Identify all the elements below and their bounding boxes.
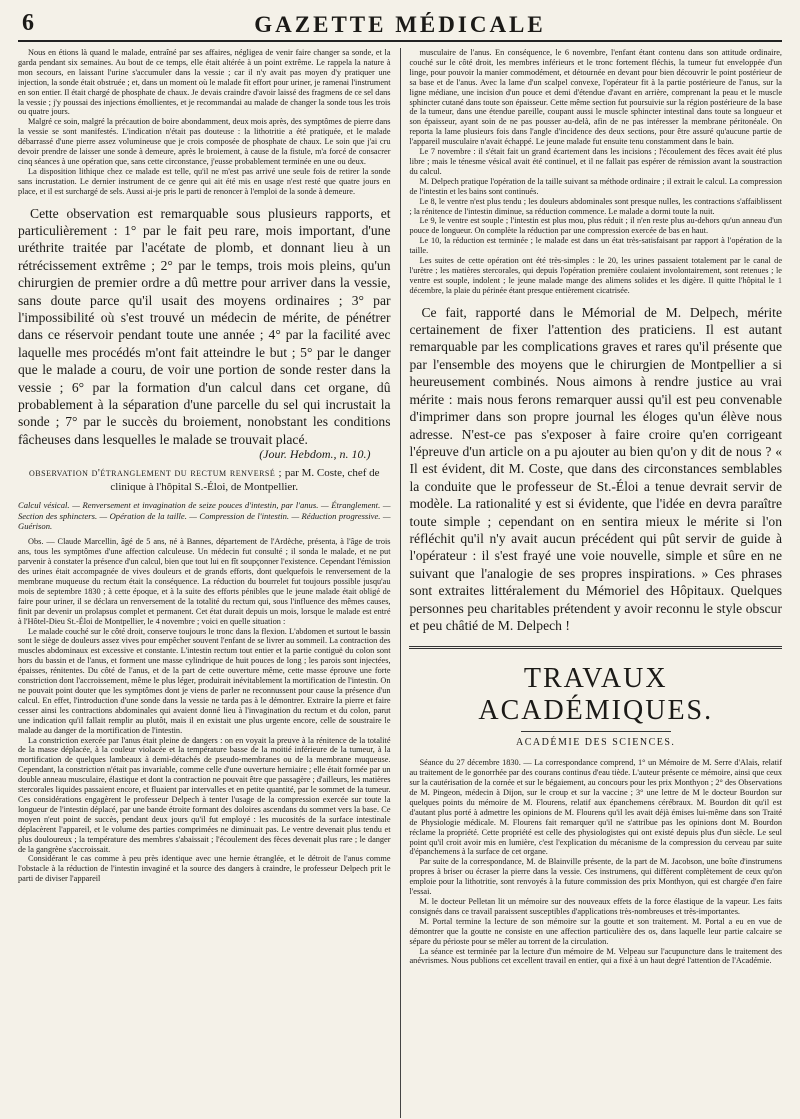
paragraph: Malgré ce soin, malgré la précaution de boire abondamment, deux mois après, des symptômes de pierre dans la vessie se sont manifestés. L'indication n'était pas douteuse : la lithotritie a été pratiquée, et le malade débarrassé d'une pierre assez volumineuse que je crois composée de phosphate de chaux. Le soin que j'ai cru devoir prendre de laisser une sonde à demeure, après le broiement, à cause de la fistule, m'a forcé de consacrer cinq séances à une opération que, sans cette circonstance, j'eusse probablement terminée en une ou deux.	[18, 117, 391, 166]
article-title	[18, 466, 391, 494]
columns	[18, 48, 782, 1118]
section-rule	[409, 646, 782, 649]
paragraph: Le 10, la réduction est terminée ; le malade est dans un état très-satisfaisant par rapport à l'opération de la taille.	[409, 236, 782, 256]
paragraph: Cette observation est remarquable sous plusieurs rapports, et particulièrement : 1° par le fait peu rare, mois important, d'une uréthrite traitée par l'acétate de plomb, et donnant lieu à un rétrécissement extrême ; 2° par le temps, trois mois pleins, qu'un chirurgien de premier ordre a dû mettre pour arriver dans la vessie, sans doute parce qu'il usait des moyens ordinaires ; 3° par l'impossibilité où s'est trouvé un médecin de mérite, de pénétrer dans ce réservoir pendant toute une année ; 4° par la facilité avec laquelle mes procédés m'ont fait atteindre le but ; 5° par le danger que le malade a couru, de voir une portion de sonde rester dans la vessie ; 6° par la formation d'un calcul dans cet organe, dû probablement à la séparation d'une parcelle du sel qui incrustait la sonde ; 7° par le succès du broiement, nonobstant les conditions fâcheuses dans lesquelles le malade se trouvait placé.	[18, 205, 391, 447]
page-number: 6	[22, 10, 34, 36]
source-citation: (Jour. Hebdom., n. 10.)	[259, 447, 371, 462]
paragraph: Ce fait, rapporté dans le Mémorial de M. Delpech, mérite certainement de fixer l'attention des praticiens. Il est autant remarquable par les complications graves et rares qu'il présente que par l'ensemble des moyens que le chirurgien de Montpellier a si heureusement combinés. Nous aimons à rendre justice au vrai mérite : mais nous ferons remarquer aussi qu'il est peu convenable d'imprimer dans son propre journal les éloges qu'un élève nous adresse. N'est-ce pas s'exposer à faire croire qu'en corrigeant l'épreuve d'un article on a pu ajouter au bien qu'on y dit de nous ? « Il est évident, dit M. Coste, que dans des circonstances semblables la conduite que le professeur de St.-Éloi a tenue devrait servir de modèle. La rationalité y est si évidente, que l'idée en devra paraître toute simple ; cependant on en sentira mieux le mérite si l'on réfléchit qu'il n'y avait aucun précédent qui pût servir de guide à l'opérateur : il s'est frayé une voie nouvelle, simple et sûre en ne suivant que l'analogie de ses propres inspirations. » Ces phrases sont extraites littéralement du Mémoriel des Hôpitaux. Quelques personnes peu charitables prétendent y avoir reconnu le style obscur et peu châtié de M. Delpech !	[409, 304, 782, 633]
paragraph: M. le docteur Pelletan lit un mémoire sur des nouveaux effets de la force élastique de la vapeur. Les faits consignés dans ce travail paraissent susceptibles d'applications très-nombreuses et très-importantes.	[409, 896, 782, 916]
column-divider	[400, 48, 401, 1118]
section-title: TRAVAUX ACADÉMIQUES.	[478, 663, 714, 727]
section-subtitle: ACADÉMIE DES SCIENCES.	[516, 737, 676, 749]
journal-title: GAZETTE MÉDICALE	[254, 12, 546, 37]
title-underline	[521, 731, 671, 732]
paragraph: M. Portal termine la lecture de son mémoire sur la goutte et son traitement. M. Portal a eu en vue de démontrer que la goutte ne consiste en une affection particulière des os, dans laquelle leur partie calcaire se sépare du périoste pour se mêler au torrent de la circulation.	[409, 916, 782, 946]
left-column	[18, 48, 391, 1118]
right-column	[409, 48, 782, 1118]
page-header	[18, 10, 782, 42]
paragraph: Le 8, le ventre n'est plus tendu ; les douleurs abdominales sont presque nulles, les contractions s'affaiblissent ; la rénitence de l'intestin diminue, sa réduction commence. Le malade a dormi toute la nuit.	[409, 196, 782, 216]
paragraph: Le malade couché sur le côté droit, conserve toujours le tronc dans la flexion. L'abdomen et surtout le bassin sont le siège de douleurs assez vives pour empêcher souvent l'enfant de se livrer au sommeil. La contraction des muscles abdominaux est excessive et constante. L'intestin rectum tout entier et la partie contiguë du colon sont hors du bassin et de l'anus, et forment une masse cylindrique de huit pouces de long ; les parois sont injectées, épaisses, rénitentes. Du côté de l'anus, et de la part de cette ouverture même, cette masse éprouve une forte constriction dont l'accroissement, même le plus léger, produirait inévitablement la mortification de l'intestin. On ne pouvait point douter que les symptômes dont je viens de parler ne reconnussent pour cause la présence d'un calcul. En effet, l'introduction d'une sonde dans la vessie ne tarda pas à le démontrer. Extraire la pierre et faire cesser ainsi les contractions abdominales qui avaient donné lieu à l'invagination du rectum et du colon, parut une indication qu'il fallait remplir au plutôt, mais il en existait une plus urgente encore, celle de soustraire le malade au danger de la mortification de l'intestin.	[18, 626, 391, 735]
commentary-block	[409, 304, 782, 635]
article-summary: Calcul vésical. — Renversement et invagination de seize pouces d'intestin, par l'anus. — Étranglement. — Section des sphincters. — Opération de la taille. — Compression de l'intestin. — Réduction progressive. — Guérison.	[18, 500, 391, 531]
paragraph: Le 7 novembre : il s'était fait un grand écartement dans les incisions ; l'écoulement des fèces avait été plus libre ; mais le ténesme vésical avait été continuel, et il ne fallait pas espérer de rémission avant la soustraction du calcul.	[409, 147, 782, 176]
paragraph: La constriction exercée par l'anus était pleine de dangers : on en voyait la preuve à la rénitence de la totalité de la masse déplacée, à la couleur violacée et la température basse de la moitié inférieure de la tumeur, à la mortification de quelques lambeaux à demi-détachés de pseudo-membranes ou de la membrane muqueuse. Cependant, la constriction n'était pas invariable, comme celle d'une ouverture herniaire ; elle était formée par un double anneau musculaire, élastique et dont la contraction ne pouvait être que passagère ; d'ailleurs, les matières stercorales liquides passaient encore, et fluaient par intervalles et en petite quantité, par le sommet de la tumeur. Ces considérations engagèrent le professeur Delpech à tenter l'usage de la compression exercée sur toute la longueur de l'intestin déplacé, par une bande étroite formant des doloires ascendans du sommet vers la base. Ce moyen n'eut point de succès, pendant deux jours qu'il fut employé : les mucosités de la surface intestinale déplacèrent l'appareil, et le volume des parties comprimées ne diminuait pas. Le ventre devenait plus tendu et plus douloureux ; la température des membres s'abaissait ; l'écoulement des fèces devenait plus rare ; le danger de la gangrène s'accroissait.	[18, 735, 391, 854]
paragraph: Obs. — Claude Marcellin, âgé de 5 ans, né à Bannes, département de l'Ardèche, présenta, à l'âge de trois ans, tous les symptômes d'une affection calculeuse. Un médecin fut consulté ; il sonda le malade, et ne put parvenir à constater la présence d'un calcul, bien que tout lui en fît soupçonner l'existence. Cependant l'émission des urines était accompagnée de vives douleurs et de grands efforts, dont quelquefois le renversement de la membrane muqueuse du rectum était la conséquence. La réduction du bourrelet fut toujours possible jusqu'au mois de septembre 1830 ; à cette époque, et à la suite des efforts pénibles que le jeune malade était obligé de faire pour uriner, il se déclara un renversement de la totalité du rectum qui, sous l'influence des mêmes causes, finit par devenir un prolapsus complet et permanent. Cet état durait depuis un mois, lorsque le malade est entré à l'Hôtel-Dieu St.-Éloi de Montpellier, le 4 novembre ; voici en quelle situation :	[18, 537, 391, 626]
remarks-block	[18, 205, 391, 449]
paragraph: Les suites de cette opération ont été très-simples : le 20, les urines passaient totalement par le canal de l'urètre ; les matières stercorales, qui depuis l'opération première coulaient involontairement, sont retenues ; le ventre est souple, indolent ; le jeune malade mange des alimens solides et les digère. Il quitte l'hôpital le 1 décembre, la plaie du périnée étant presque entièrement cicatrisée.	[409, 256, 782, 295]
paragraph: musculaire de l'anus. En conséquence, le 6 novembre, l'enfant étant contenu dans son attitude ordinaire, couché sur le côté droit, les membres inférieurs et le tronc fortement fléchis, la tumeur fut enveloppée d'un linge, pour pouvoir la manier commodément, et détournée en devant pour bien découvrir le point postérieur de sa base et de l'anus. Avec la lame d'un scalpel convexe, l'opérateur fit à la partie postérieure de l'anus, sur la ligne médiane, une incision d'un pouce et demi d'étendue d'avant en arrière, comprenant la peau et le muscle sphincter cutané dans toute son épaisseur. Cette même section fut poursuivie sur la région postérieure de la base de la tumeur, dans une étendue pareille, coupant aussi le muscle sphincter intestinal dans toute sa longueur et son épaisseur, ayant soin de ne pas pousser au-delà, afin de ne pas intéresser la membrane péritonéale. On reporta la lame plusieurs fois dans l'angle d'incidence des deux sections, pour être assuré qu'aucune partie de l'appareil musculaire n'avait échappé. Le jeune malade fut ensuite tenu constamment dans le bain.	[409, 48, 782, 147]
paragraph: M. Delpech pratique l'opération de la taille suivant sa méthode ordinaire ; il extrait le calcul. La compression de l'intestin et les bains sont continués.	[409, 176, 782, 196]
paragraph: Nous en étions là quand le malade, entraîné par ses affaires, négligea de venir faire changer sa sonde, et la garda pendant six semaines. Au bout de ce temps, elle était altérée à un point extrême. Le rappela la nature à mon secours, en laissant l'urine s'accumuler dans la vessie ; car il n'y avait pas moyen d'y pratiquer une injection, la sonde était obstruée ; et, dans un moment où le malade fit effort pour uriner, je ramenai l'instrument en son entier. Il était chargé de phosphate de chaux. Je devais craindre d'avoir laissé des fragmens de ce sel dans la vessie ; j'y poussai des injections émollientes, et je recommandai au malade de changer la sonde tous les trois ou quatre jours.	[18, 48, 391, 117]
paragraph: Séance du 27 décembre 1830. — La correspondance comprend, 1° un Mémoire de M. Serre d'Alais, relatif au traitement de le gonorrhée par des courans continus d'eau tiède. L'auteur présente ce mémoire, ainsi que ceux sur la cautérisation de la cornée et sur le bégaiement, au concours pour les prix Monthyon ; 2° des Observations de M. Pingeon, médecin à Dijon, sur le croup et sur la vaccine ; 3° une lettre de M le docteur Bourdon sur quelques points du mémoire de M. Flourens, relatif aux épanchemens cérébraux. M. Bourdon dit qu'il est d'autant plus porté à admettre les opinions de M. Flourens qu'il les avait déjà émises lui-même dans son Traité de Physiologie médicale. M. Flourens fait remarquer qu'il ne s'attribue pas les opinions dont M. Bourdon réclame la propriété. Cette propriété est celle des physiologistes qui ont existé depuis plus d'un siècle. Le seul point qu'il croit avoir mis en lumière, c'est l'explication du mécanisme de la compression du cerveau par suite d'épanchemens à la surface de cet organe.	[409, 758, 782, 857]
paragraph: La séance est terminée par la lecture d'un mémoire de M. Velpeau sur l'acupuncture dans le traitement des anévrismes. Nous publions cet excellent travail en entier, qui a fixé à un haut degré l'attention de l'Académie.	[409, 946, 782, 966]
paragraph: La disposition lithique chez ce malade est telle, qu'il ne m'est pas arrivé une seule fois de retirer la sonde sans incrustation. Le dernier instrument de ce genre qui ait été mis en usage n'est resté que quatre jours en place, et il est surchargé de sels. Aussi ai-je pris le parti de renoncer à l'emploi de la sonde à demeure.	[18, 166, 391, 196]
article-title-rest: par M. Coste, chef de clinique à l'hôpital S.-Éloi, de Montpellier.	[110, 467, 380, 494]
paragraph: Considérant le cas comme à peu près identique avec une hernie étranglée, et le détroit de l'anus comme l'obstacle à la réduction de l'intestin invaginé et la source des dangers à craindre, le professeur Delpech prit le parti de diviser l'appareil	[18, 854, 391, 884]
paragraph: Par suite de la correspondance, M. de Blainville présente, de la part de M. Jacobson, une boîte d'instrumens propres à briser ou écraser la pierre dans la vessie. Ces instrumens, qui diffèrent complètement de ceux qu'on emploie pour la lithotritie, sont renvoyés à la future commission des prix Monthyon, qui est chargée d'en faire l'essai.	[409, 857, 782, 897]
paragraph: Le 9, le ventre est souple ; l'intestin est plus mou, plus réduit ; il n'en reste plus au-dehors qu'un anneau d'un pouce de longueur. On complète la réduction par une compression exercée de bas en haut.	[409, 216, 782, 236]
article-title-caps: observation d'étranglement du rectum renversé ;	[29, 467, 283, 480]
